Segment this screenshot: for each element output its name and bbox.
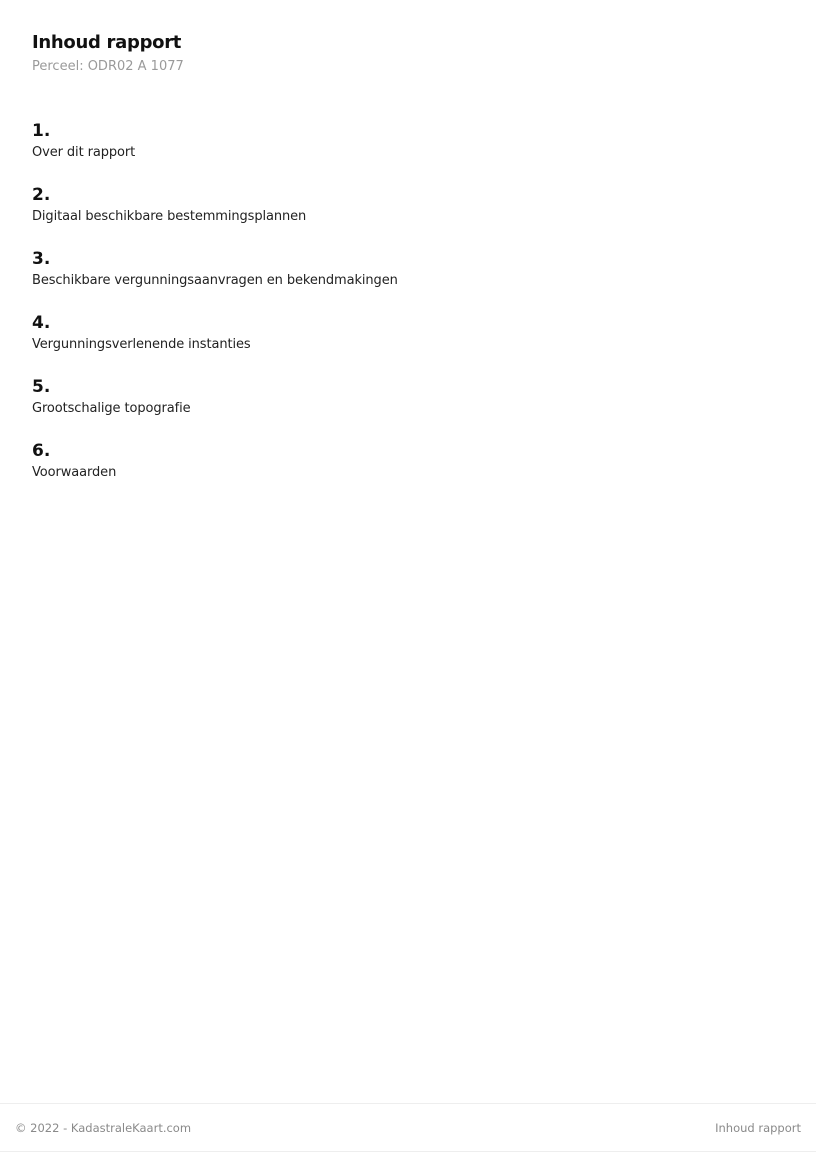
page-header bbox=[32, 31, 184, 75]
toc-item-label[interactable]: Over dit rapport bbox=[32, 145, 136, 160]
toc-item-4[interactable] bbox=[32, 312, 398, 376]
toc-item-number: 5. bbox=[32, 377, 51, 397]
table-of-contents bbox=[32, 120, 398, 482]
page-title: Inhoud rapport bbox=[32, 32, 182, 53]
toc-item-1[interactable] bbox=[32, 120, 398, 184]
toc-item-number: 6. bbox=[32, 441, 51, 461]
toc-item-5[interactable] bbox=[32, 376, 398, 440]
toc-item-number: 1. bbox=[32, 121, 51, 141]
toc-item-label[interactable]: Grootschalige topografie bbox=[32, 401, 191, 416]
toc-item-label[interactable]: Voorwaarden bbox=[32, 465, 117, 480]
toc-item-number: 3. bbox=[32, 249, 51, 269]
toc-item-6[interactable] bbox=[32, 440, 398, 482]
parcel-subtitle: Perceel: ODR02 A 1077 bbox=[32, 59, 184, 74]
toc-item-label[interactable]: Digitaal beschikbare bestemmingsplannen bbox=[32, 209, 307, 224]
page-footer bbox=[0, 1103, 816, 1152]
footer-section-name: Inhoud rapport bbox=[715, 1121, 801, 1135]
toc-item-3[interactable] bbox=[32, 248, 398, 312]
toc-item-label[interactable]: Beschikbare vergunningsaanvragen en bekendmakingen bbox=[32, 273, 398, 288]
footer-copyright: © 2022 - KadastraleKaart.com bbox=[15, 1121, 192, 1135]
toc-item-2[interactable] bbox=[32, 184, 398, 248]
toc-item-label[interactable]: Vergunningsverlenende instanties bbox=[32, 337, 251, 352]
toc-item-number: 2. bbox=[32, 185, 51, 205]
toc-item-number: 4. bbox=[32, 313, 51, 333]
